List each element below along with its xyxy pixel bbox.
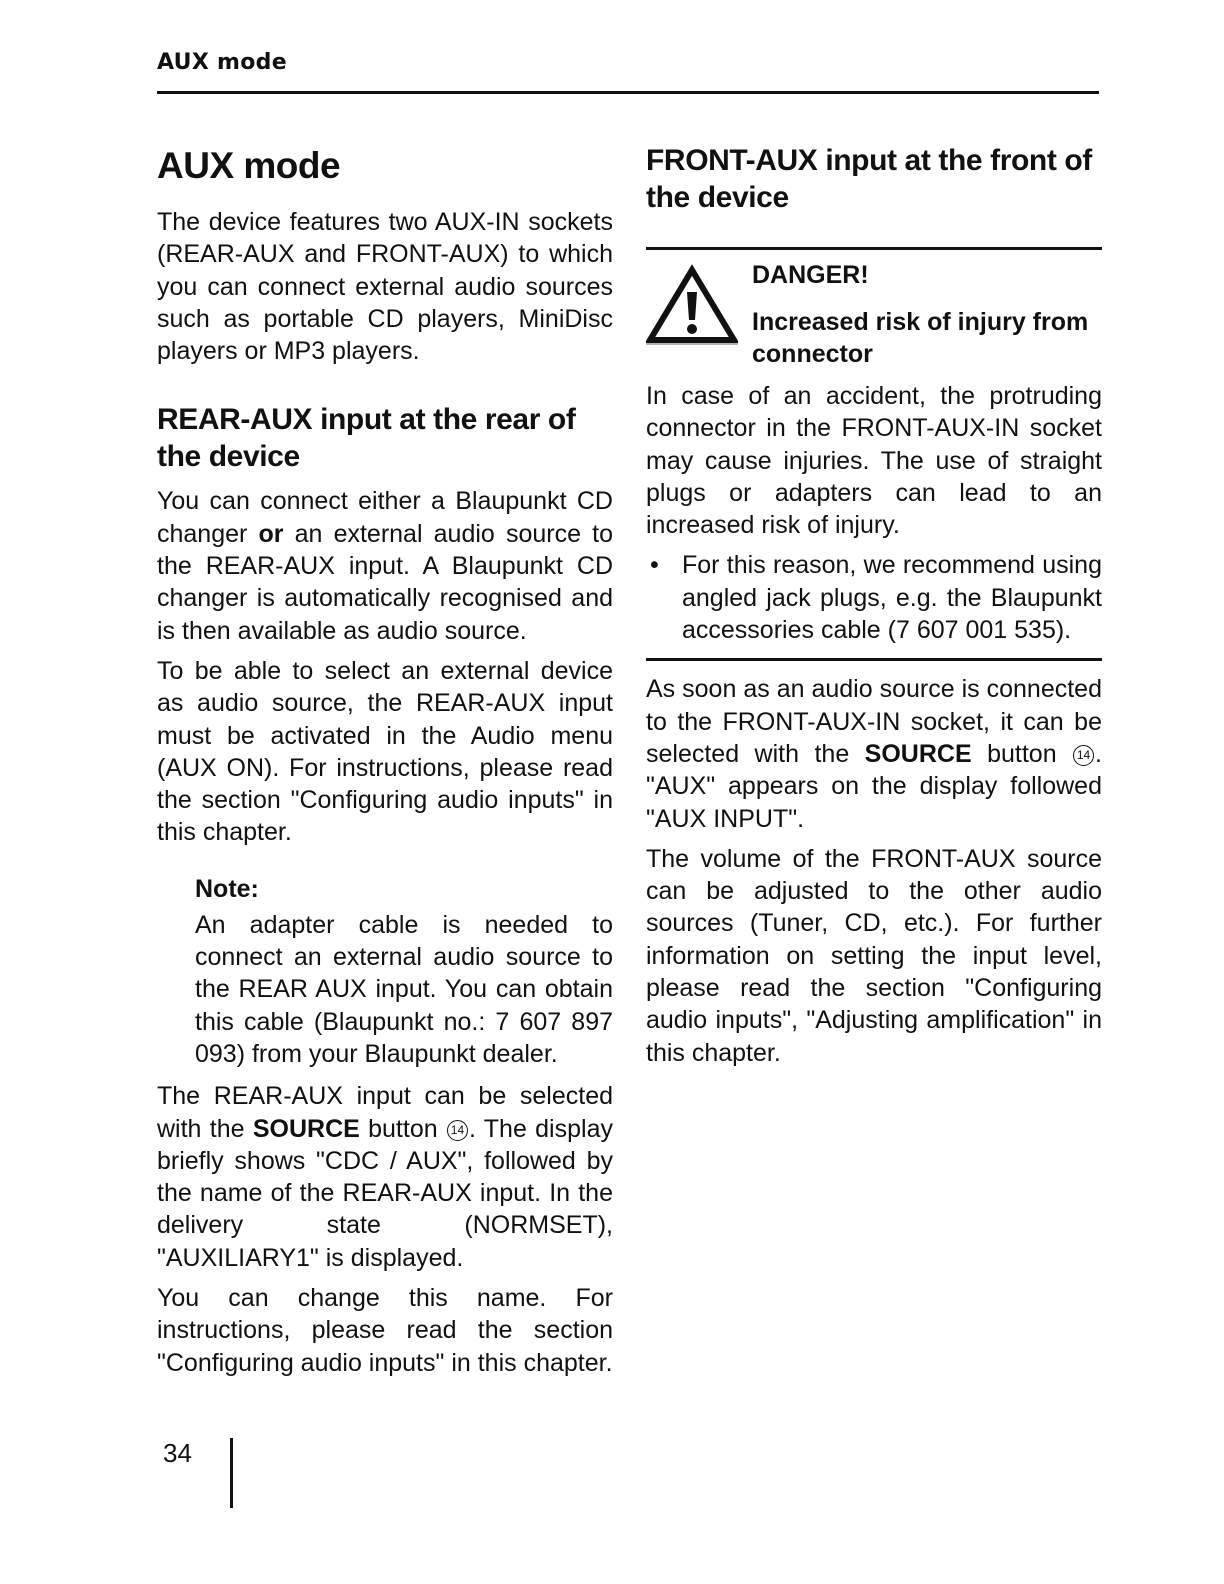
rear-aux-paragraph-4: You can change this name. For instructions, please read the section "Configuring audio inputs" in this chapter. <box>157 1284 613 1377</box>
running-head: AUX mode <box>157 50 287 75</box>
intro-paragraph: The device features two AUX-IN sockets (REAR-AUX and FRONT-AUX) to which you can connect external audio sources such as portable CD players, MiniDisc players or MP3 players. <box>157 208 613 366</box>
left-column <box>157 140 613 1379</box>
danger-text-block <box>752 260 1102 370</box>
warning-triangle-icon <box>646 264 738 346</box>
note-label: Note: <box>195 874 259 903</box>
note-text: An adapter cable is needed to connect an external audio source to the REAR AUX input. You can obtain this cable (Blaupunkt no.: 7 607 897 093) from your Blaupunkt dealer. <box>195 910 613 1068</box>
danger-paragraph: In case of an accident, the protruding connector in the FRONT-AUX-IN socket may cause injuries. The use of straight plugs or adapters can lead to an increased risk of injury. <box>646 382 1102 540</box>
right-column <box>646 140 1102 1069</box>
front-aux-paragraph-2: The volume of the FRONT-AUX source can be adjusted to the other audio sources (Tuner, CD, etc.). For further information on setting the input level, please read the section "Configuring audio inputs", "Adjusting amplification" in this chapter. <box>646 844 1102 1067</box>
page-number-bar <box>230 1438 233 1508</box>
button-number-badge: 14 <box>1073 745 1094 766</box>
rear-aux-paragraph-1: You can connect either a Blaupunkt CD changer or an external audio source to the REAR-AUX input. A Blaupunkt CD changer is automatically recognised and is then available as audio source. <box>157 487 613 645</box>
header-rule <box>157 91 1099 94</box>
rear-aux-paragraph-3: The REAR-AUX input can be selected with the SOURCE button 14 . The display briefly shows "CDC / AUX", followed by the name of the REAR-AUX input. In the delivery state (NORMSET), "AUXILIARY1" is displayed. <box>157 1082 613 1272</box>
front-aux-heading: FRONT-AUX input at the front of the device <box>646 144 1092 214</box>
danger-subtitle: Increased risk of injury from connector <box>752 308 1089 368</box>
front-aux-paragraph-1: As soon as an audio source is connected to the FRONT-AUX-IN socket, it can be selected with the SOURCE button 14 . "AUX" appears on the display followed "AUX INPUT". <box>646 675 1102 833</box>
rear-aux-paragraph-2: To be able to select an external device as audio source, the REAR-AUX input must be activated in the Audio menu (AUX ON). For instructions, please read the section "Configuring audio inputs" in this chapter. <box>157 656 613 847</box>
page-title: AUX mode <box>157 145 341 186</box>
note-block <box>195 873 613 1070</box>
danger-title: DANGER! <box>752 261 869 289</box>
danger-bottom-rule <box>646 658 1102 661</box>
rear-aux-heading: REAR-AUX input at the rear of the device <box>157 403 576 474</box>
page-number: 34 <box>163 1438 192 1468</box>
danger-bullet: • For this reason, we recommend using angled jack plugs, e.g. the Blaupunkt accessories cable (7 607 001 535). <box>646 549 1102 646</box>
danger-box <box>646 250 1102 380</box>
button-number-badge: 14 <box>447 1120 468 1141</box>
